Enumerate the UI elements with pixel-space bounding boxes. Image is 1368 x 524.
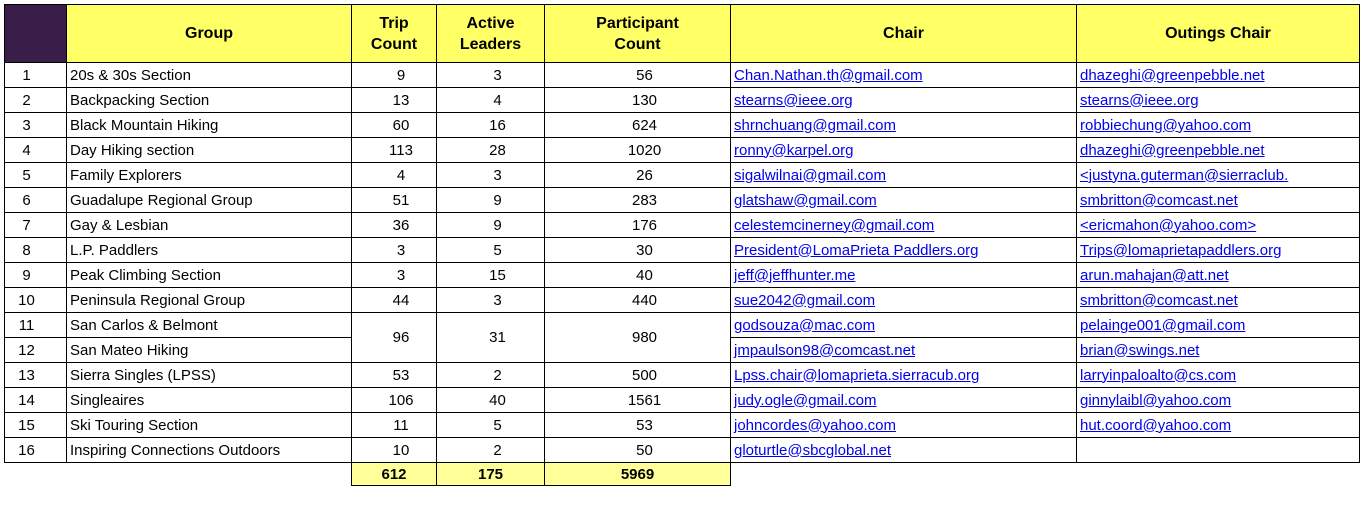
total-trip-count[interactable]: 612 [352, 463, 437, 486]
group-cell[interactable]: San Mateo Hiking [67, 338, 352, 363]
chair-cell [731, 438, 1077, 463]
chair-email-link[interactable]: celestemcinerney@gmail.com [734, 216, 935, 234]
active-leaders-cell[interactable]: 5 [437, 238, 545, 263]
chair-email-link[interactable]: godsouza@mac.com [734, 316, 876, 334]
chair-cell [731, 163, 1077, 188]
row-number[interactable]: 6 [5, 188, 67, 213]
header-active-leaders-line1: Active [466, 14, 515, 32]
chair-cell [731, 238, 1077, 263]
chair-email-link[interactable]: stearns@ieee.org [734, 91, 853, 109]
header-trip-count[interactable] [352, 5, 437, 63]
participant-count-cell[interactable]: 1020 [545, 138, 731, 163]
participant-count-cell[interactable]: 40 [545, 263, 731, 288]
trip-count-cell[interactable]: 53 [352, 363, 437, 388]
total-active-leaders[interactable]: 175 [437, 463, 545, 486]
active-leaders-cell[interactable]: 4 [437, 88, 545, 113]
chair-cell [731, 138, 1077, 163]
outings-chair-cell [1077, 163, 1360, 188]
trip-count-cell[interactable]: 9 [352, 63, 437, 88]
outings-chair-cell [1077, 188, 1360, 213]
trip-count-cell[interactable]: 11 [352, 413, 437, 438]
row-number[interactable]: 4 [5, 138, 67, 163]
outings-chair-email-link[interactable]: stearns@ieee.org [1080, 91, 1199, 109]
trip-count-cell[interactable]: 3 [352, 263, 437, 288]
group-cell[interactable]: 20s & 30s Section [67, 63, 352, 88]
group-cell[interactable]: Family Explorers [67, 163, 352, 188]
chair-cell [731, 388, 1077, 413]
group-cell[interactable]: Guadalupe Regional Group [67, 188, 352, 213]
table-row [5, 413, 1360, 438]
outings-chair-email-link[interactable]: robbiechung@yahoo.com [1080, 116, 1252, 134]
outings-chair-cell [1077, 238, 1360, 263]
outings-chair-email-link[interactable]: larryinpaloalto@cs.com [1080, 366, 1237, 384]
participant-count-cell[interactable]: 53 [545, 413, 731, 438]
header-trip-count-line2: Count [370, 35, 418, 53]
groups-table [4, 4, 1360, 486]
participant-count-cell[interactable]: 500 [545, 363, 731, 388]
chair-email-link[interactable]: ronny@karpel.org [734, 141, 854, 159]
outings-chair-cell [1077, 313, 1360, 338]
table-row [5, 163, 1360, 188]
active-leaders-cell[interactable]: 28 [437, 138, 545, 163]
participant-count-cell[interactable]: 30 [545, 238, 731, 263]
active-leaders-cell[interactable]: 2 [437, 363, 545, 388]
participant-count-cell[interactable]: 176 [545, 213, 731, 238]
table-row [5, 238, 1360, 263]
row-number[interactable]: 10 [5, 288, 67, 313]
table-row [5, 63, 1360, 88]
active-leaders-cell[interactable]: 16 [437, 113, 545, 138]
chair-email-link[interactable]: johncordes@yahoo.com [734, 416, 896, 434]
trip-count-cell[interactable]: 96 [352, 313, 437, 363]
outings-chair-email-link[interactable]: smbritton@comcast.net [1080, 191, 1238, 209]
chair-cell [731, 288, 1077, 313]
group-cell[interactable]: Backpacking Section [67, 88, 352, 113]
total-participant-count[interactable]: 5969 [545, 463, 731, 486]
outings-chair-email-link[interactable]: smbritton@comcast.net [1080, 291, 1238, 309]
outings-chair-email-link[interactable]: pelainge001@gmail.com [1080, 316, 1246, 334]
table-row [5, 313, 1360, 338]
chair-email-link[interactable]: shrnchuang@gmail.com [734, 116, 896, 134]
totals-spacer [67, 463, 352, 486]
trip-count-cell[interactable]: 51 [352, 188, 437, 213]
chair-email-link[interactable]: jmpaulson98@comcast.net [734, 341, 916, 359]
outings-chair-email-link[interactable]: <ericmahon@yahoo.com> [1080, 216, 1257, 234]
table-row [5, 213, 1360, 238]
chair-cell [731, 263, 1077, 288]
trip-count-cell[interactable]: 106 [352, 388, 437, 413]
outings-chair-cell [1077, 88, 1360, 113]
participant-count-cell[interactable]: 283 [545, 188, 731, 213]
outings-chair-cell [1077, 413, 1360, 438]
table-row [5, 263, 1360, 288]
active-leaders-cell[interactable]: 15 [437, 263, 545, 288]
active-leaders-cell[interactable]: 9 [437, 213, 545, 238]
group-cell[interactable]: Inspiring Connections Outdoors [67, 438, 352, 463]
chair-cell [731, 413, 1077, 438]
outings-chair-cell [1077, 213, 1360, 238]
group-cell[interactable]: Sierra Singles (LPSS) [67, 363, 352, 388]
group-cell[interactable]: Gay & Lesbian [67, 213, 352, 238]
totals-spacer [1077, 463, 1360, 486]
chair-email-link[interactable]: Lpss.chair@lomaprieta.sierracub.org [734, 366, 980, 384]
table-row [5, 388, 1360, 413]
table-row [5, 288, 1360, 313]
trip-count-cell[interactable]: 13 [352, 88, 437, 113]
header-participant-count-line2: Count [614, 35, 661, 53]
row-number[interactable]: 2 [5, 88, 67, 113]
outings-chair-cell [1077, 263, 1360, 288]
group-cell[interactable]: Black Mountain Hiking [67, 113, 352, 138]
outings-chair-cell [1077, 388, 1360, 413]
chair-cell [731, 363, 1077, 388]
active-leaders-cell[interactable]: 3 [437, 63, 545, 88]
participant-count-cell[interactable]: 624 [545, 113, 731, 138]
row-number[interactable]: 14 [5, 388, 67, 413]
row-number[interactable]: 7 [5, 213, 67, 238]
chair-email-link[interactable]: sigalwilnai@gmail.com [734, 166, 886, 184]
header-active-leaders[interactable] [437, 5, 545, 63]
row-number[interactable]: 1 [5, 63, 67, 88]
outings-chair-email-link[interactable]: hut.coord@yahoo.com [1080, 416, 1232, 434]
chair-cell [731, 338, 1077, 363]
row-number[interactable]: 8 [5, 238, 67, 263]
participant-count-cell[interactable]: 1561 [545, 388, 731, 413]
group-cell[interactable]: San Carlos & Belmont [67, 313, 352, 338]
active-leaders-cell[interactable]: 5 [437, 413, 545, 438]
trip-count-cell[interactable]: 3 [352, 238, 437, 263]
chair-cell [731, 113, 1077, 138]
outings-chair-email-link[interactable]: <justyna.guterman@sierraclub. [1080, 166, 1289, 184]
outings-chair-email-link[interactable]: dhazeghi@greenpebble.net [1080, 66, 1265, 84]
active-leaders-cell[interactable]: 3 [437, 288, 545, 313]
chair-email-link[interactable]: President@LomaPrieta Paddlers.org [734, 241, 979, 259]
row-number[interactable]: 13 [5, 363, 67, 388]
row-number[interactable]: 15 [5, 413, 67, 438]
group-cell[interactable]: L.P. Paddlers [67, 238, 352, 263]
outings-chair-cell [1077, 363, 1360, 388]
chair-email-link[interactable]: glatshaw@gmail.com [734, 191, 877, 209]
chair-cell [731, 188, 1077, 213]
trip-count-cell[interactable]: 44 [352, 288, 437, 313]
outings-chair-email-link[interactable]: arun.mahajan@att.net [1080, 266, 1229, 284]
active-leaders-cell[interactable]: 31 [437, 313, 545, 363]
row-number[interactable]: 3 [5, 113, 67, 138]
outings-chair-email-link[interactable]: dhazeghi@greenpebble.net [1080, 141, 1265, 159]
chair-cell [731, 88, 1077, 113]
outings-chair-cell [1077, 138, 1360, 163]
table-row [5, 113, 1360, 138]
chair-email-link[interactable]: Chan.Nathan.th@gmail.com [734, 66, 923, 84]
participant-count-cell[interactable]: 56 [545, 63, 731, 88]
table-row [5, 88, 1360, 113]
table-row [5, 188, 1360, 213]
outings-chair-email-link[interactable]: brian@swings.net [1080, 341, 1200, 359]
totals-spacer [731, 463, 1077, 486]
row-number[interactable]: 5 [5, 163, 67, 188]
header-active-leaders-line2: Leaders [459, 35, 522, 53]
outings-chair-cell[interactable] [1077, 438, 1360, 463]
header-group[interactable]: Group [67, 5, 352, 63]
group-cell[interactable]: Peninsula Regional Group [67, 288, 352, 313]
chair-cell [731, 213, 1077, 238]
table-row [5, 363, 1360, 388]
group-cell[interactable]: Ski Touring Section [67, 413, 352, 438]
table-row [5, 438, 1360, 463]
trip-count-cell[interactable]: 113 [352, 138, 437, 163]
outings-chair-cell [1077, 288, 1360, 313]
corner-cell[interactable] [5, 5, 67, 63]
chair-email-link[interactable]: judy.ogle@gmail.com [734, 391, 877, 409]
header-chair[interactable]: Chair [731, 5, 1077, 63]
outings-chair-email-link[interactable]: ginnylaibl@yahoo.com [1080, 391, 1232, 409]
chair-email-link[interactable]: gloturtle@sbcglobal.net [734, 441, 891, 459]
outings-chair-cell [1077, 113, 1360, 138]
participant-count-cell[interactable]: 26 [545, 163, 731, 188]
active-leaders-cell[interactable]: 3 [437, 163, 545, 188]
chair-email-link[interactable]: jeff@jeffhunter.me [734, 266, 856, 284]
active-leaders-cell[interactable]: 2 [437, 438, 545, 463]
header-row [5, 5, 1360, 63]
group-cell[interactable]: Peak Climbing Section [67, 263, 352, 288]
participant-count-cell[interactable]: 980 [545, 313, 731, 363]
group-cell[interactable]: Singleaires [67, 388, 352, 413]
outings-chair-cell [1077, 63, 1360, 88]
chair-cell [731, 313, 1077, 338]
active-leaders-cell[interactable]: 9 [437, 188, 545, 213]
active-leaders-cell[interactable]: 40 [437, 388, 545, 413]
totals-spacer [5, 463, 67, 486]
participant-count-cell[interactable]: 130 [545, 88, 731, 113]
outings-chair-email-link[interactable]: Trips@lomaprietapaddlers.org [1080, 241, 1282, 259]
row-number[interactable]: 9 [5, 263, 67, 288]
header-trip-count-line1: Trip [379, 14, 409, 32]
trip-count-cell[interactable]: 10 [352, 438, 437, 463]
row-number[interactable]: 12 [5, 338, 67, 363]
trip-count-cell[interactable]: 60 [352, 113, 437, 138]
chair-email-link[interactable]: sue2042@gmail.com [734, 291, 876, 309]
participant-count-cell[interactable]: 50 [545, 438, 731, 463]
group-cell[interactable]: Day Hiking section [67, 138, 352, 163]
row-number[interactable]: 11 [5, 313, 67, 338]
chair-cell [731, 63, 1077, 88]
outings-chair-cell [1077, 338, 1360, 363]
table-row [5, 138, 1360, 163]
trip-count-cell[interactable]: 4 [352, 163, 437, 188]
participant-count-cell[interactable]: 440 [545, 288, 731, 313]
header-participant-count[interactable] [545, 5, 731, 63]
totals-row [5, 463, 1360, 486]
header-participant-count-line1: Participant [596, 14, 679, 32]
row-number[interactable]: 16 [5, 438, 67, 463]
trip-count-cell[interactable]: 36 [352, 213, 437, 238]
header-outings-chair[interactable]: Outings Chair [1077, 5, 1360, 63]
